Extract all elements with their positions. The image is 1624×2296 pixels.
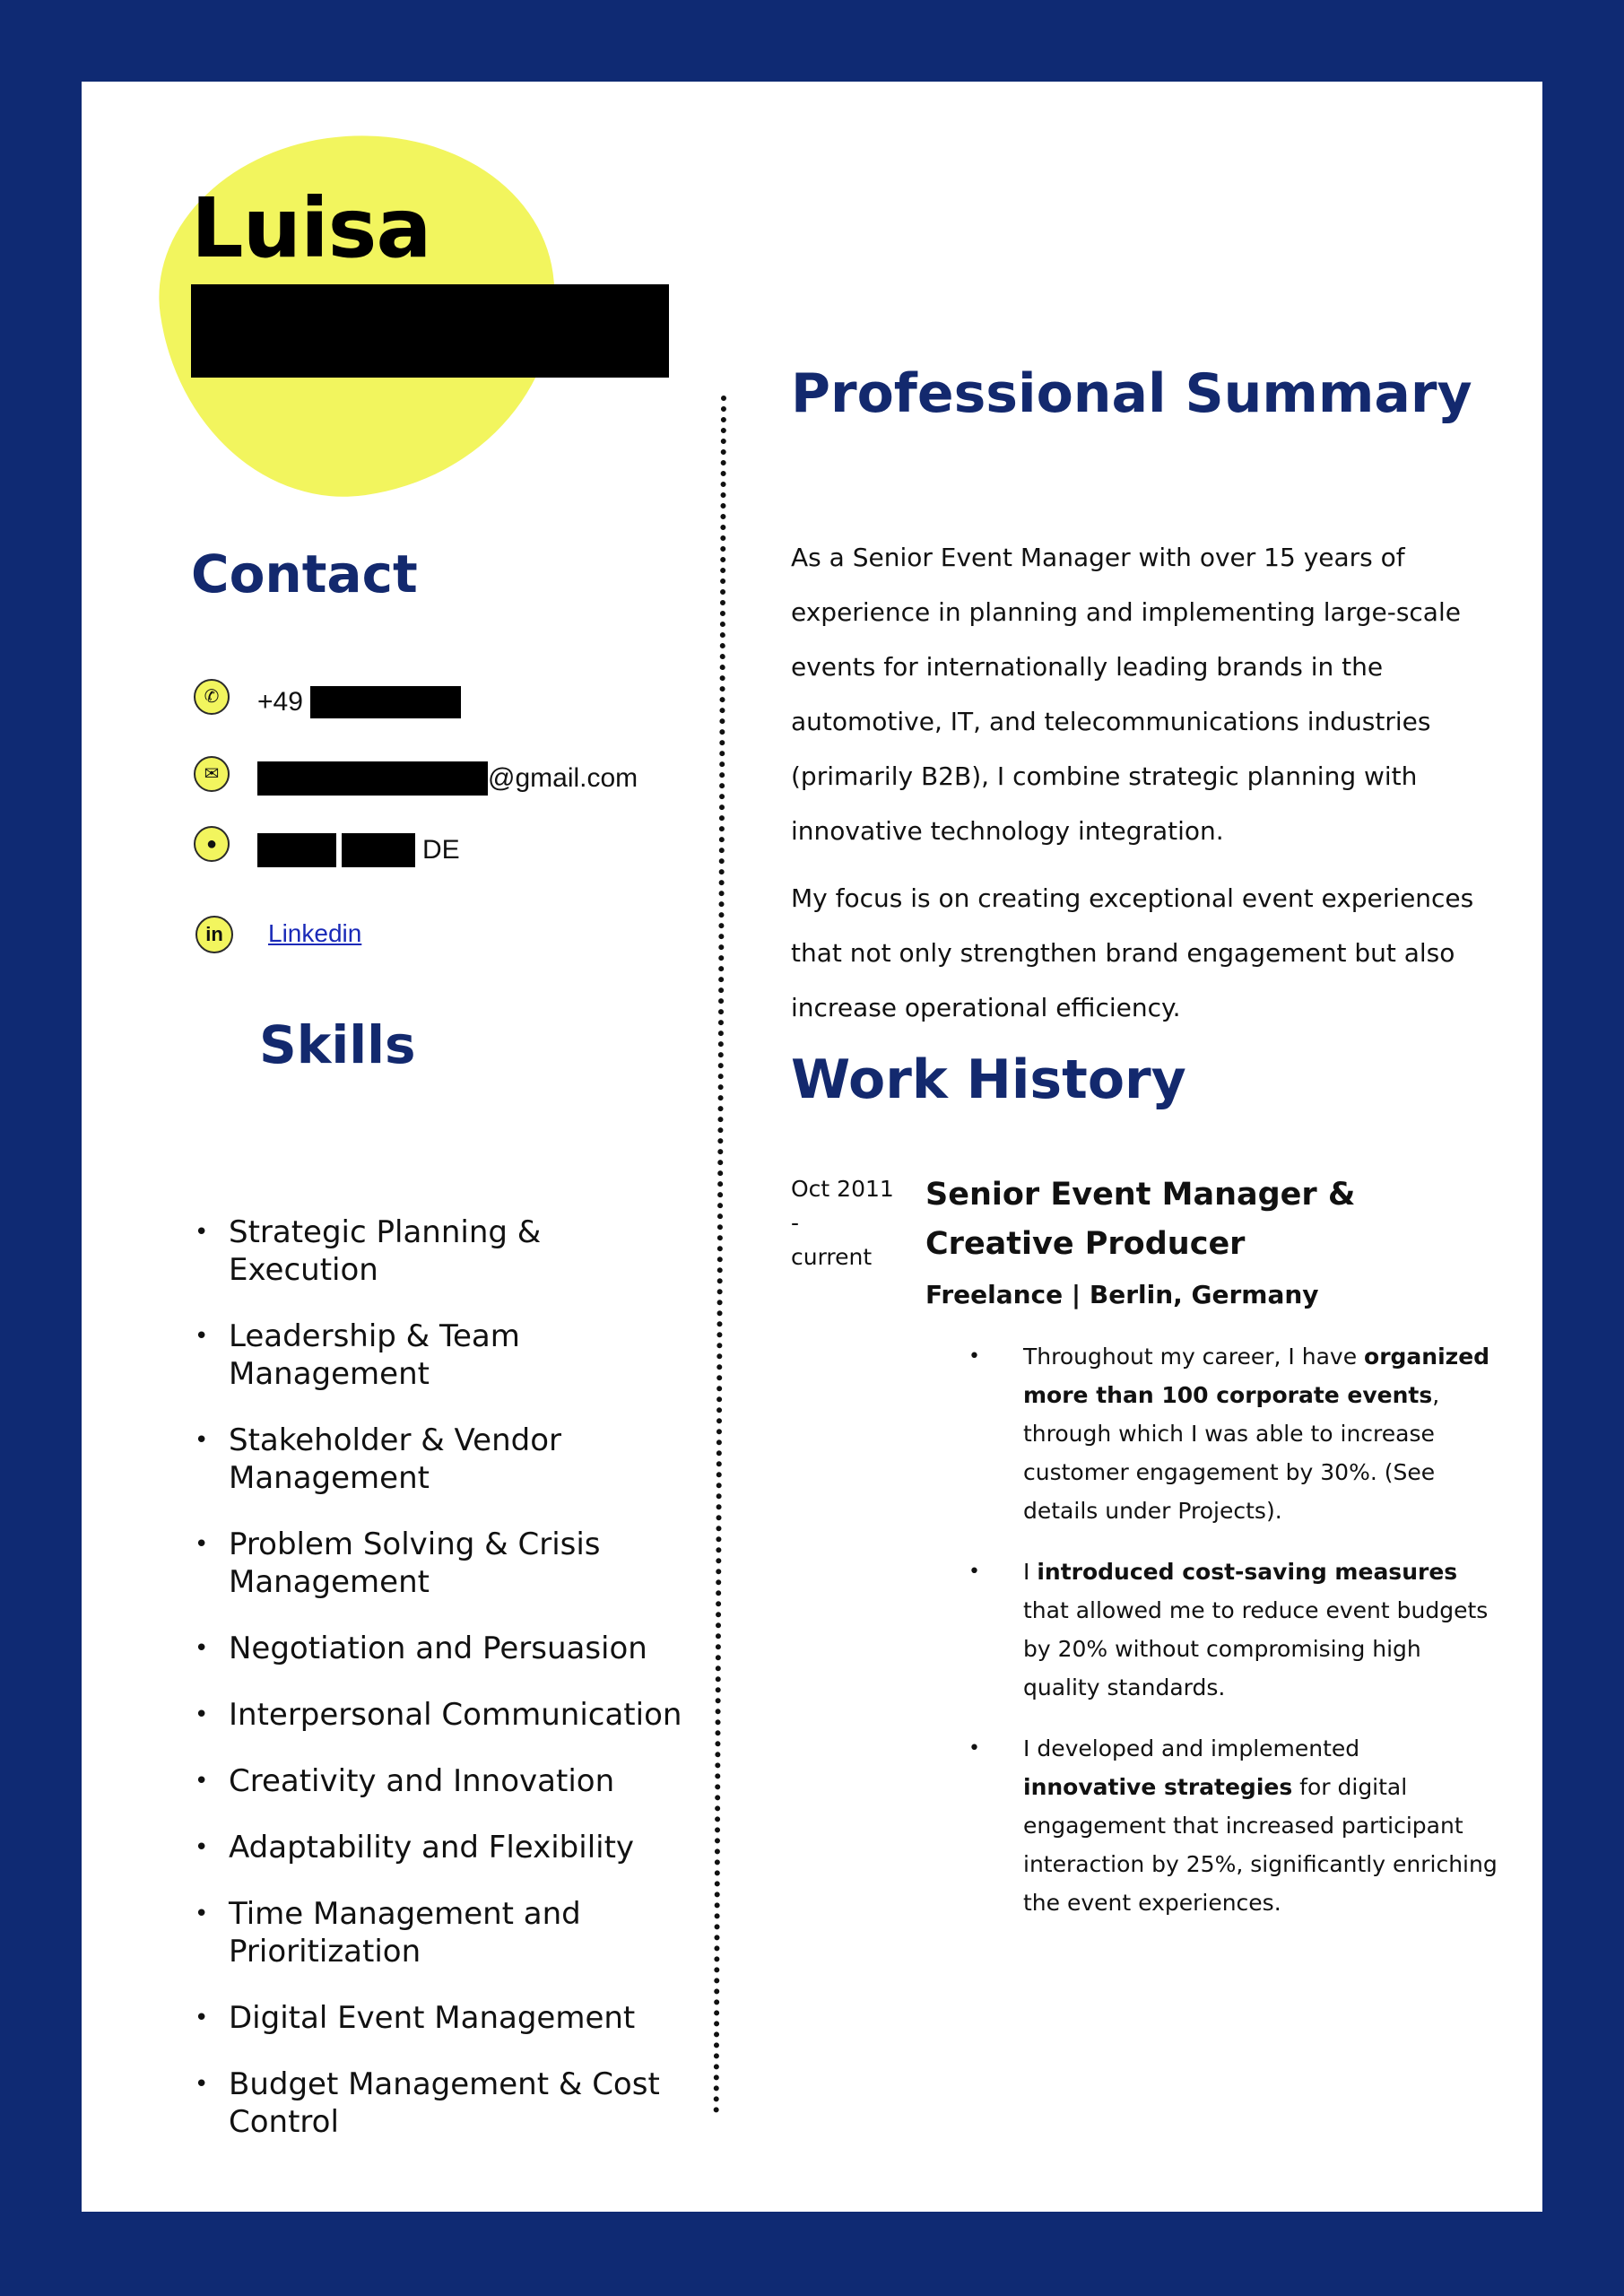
skill-item: • Leadership & Team Management: [191, 1318, 693, 1393]
bullet-text: , through which I was able to increase customer engagement by 30%. (See details under Projects).: [1023, 1382, 1440, 1524]
linkedin-link[interactable]: Linkedin: [268, 919, 362, 947]
bullet-text: Throughout my career, I have: [1023, 1344, 1365, 1370]
job-company: Freelance | Berlin, Germany: [925, 1280, 1319, 1309]
phone-prefix: +49: [257, 687, 303, 717]
email-redaction: [257, 761, 488, 796]
skills-list: [191, 1213, 693, 2170]
work-history-heading: Work History: [791, 1048, 1186, 1111]
job-date-start: Oct 2011 -: [791, 1176, 894, 1236]
job-date-end: current: [791, 1244, 873, 1270]
job-title: Senior Event Manager & Creative Producer: [925, 1177, 1356, 1262]
email-icon: ✉: [194, 756, 230, 792]
contact-address: [257, 833, 460, 867]
linkedin-icon: in: [195, 916, 233, 953]
last-name-redaction: [191, 284, 669, 378]
email-suffix: @gmail.com: [488, 763, 638, 793]
first-name: Luisa: [191, 180, 431, 276]
job-bullet: [925, 1552, 1499, 1707]
bullet-bold-text: introduced cost-saving measures: [1037, 1559, 1458, 1585]
phone-redaction: [310, 686, 461, 718]
summary-paragraph-2: My focus is on creating exceptional event experiences that not only strengthen brand engagement but also increase operational efficiency.: [791, 883, 1474, 1022]
skill-item: • Digital Event Management: [191, 1999, 693, 2037]
skill-item: • Negotiation and Persuasion: [191, 1630, 693, 1667]
skill-item: • Creativity and Innovation: [191, 1762, 693, 1800]
column-divider: [714, 396, 726, 2114]
address-redaction-2: [342, 833, 415, 867]
job-dates: [791, 1172, 908, 1274]
skill-item: • Stakeholder & Vendor Management: [191, 1422, 693, 1497]
contact-email: [257, 761, 638, 796]
skill-item: • Interpersonal Communication: [191, 1696, 693, 1734]
bullet-text: I developed and implemented: [1023, 1735, 1360, 1761]
skill-item: • Time Management and Prioritization: [191, 1895, 693, 1970]
bullet-bold-text: organized more than 100 corporate events: [1023, 1344, 1490, 1408]
skill-item: • Strategic Planning & Execution: [191, 1213, 693, 1289]
job-bullet: [925, 1729, 1499, 1922]
bullet-text: that allowed me to reduce event budgets by 20% without compromising high quality standards.: [1023, 1597, 1489, 1700]
bullet-text: I: [1023, 1559, 1038, 1585]
phone-icon: ✆: [194, 679, 230, 715]
skill-item: • Problem Solving & Crisis Management: [191, 1526, 693, 1601]
address-redaction-1: [257, 833, 336, 867]
location-icon: ●: [194, 826, 230, 862]
job-bullet: [925, 1337, 1499, 1530]
job-bullets: [925, 1337, 1499, 1944]
bullet-bold-text: innovative strategies: [1023, 1774, 1293, 1800]
skill-item: • Adaptability and Flexibility: [191, 1829, 693, 1866]
contact-heading: Contact: [191, 544, 418, 604]
resume-page: [82, 82, 1542, 2212]
address-suffix: DE: [422, 835, 460, 865]
summary-paragraph-1: As a Senior Event Manager with over 15 years of experience in planning and implementing large-scale events for internationally leading brands in the automotive, IT, and telecommunications industries (primarily B2B), I combine strategic planning with innovative technology integration.: [791, 543, 1461, 846]
skills-heading: Skills: [259, 1014, 416, 1075]
bullet-text: for digital engagement that increased participant interaction by 25%, significantly enriching the event experiences.: [1023, 1774, 1498, 1916]
skill-item: • Budget Management & Cost Control: [191, 2066, 693, 2141]
contact-phone: [257, 686, 461, 718]
summary-heading: Professional Summary: [791, 362, 1472, 425]
